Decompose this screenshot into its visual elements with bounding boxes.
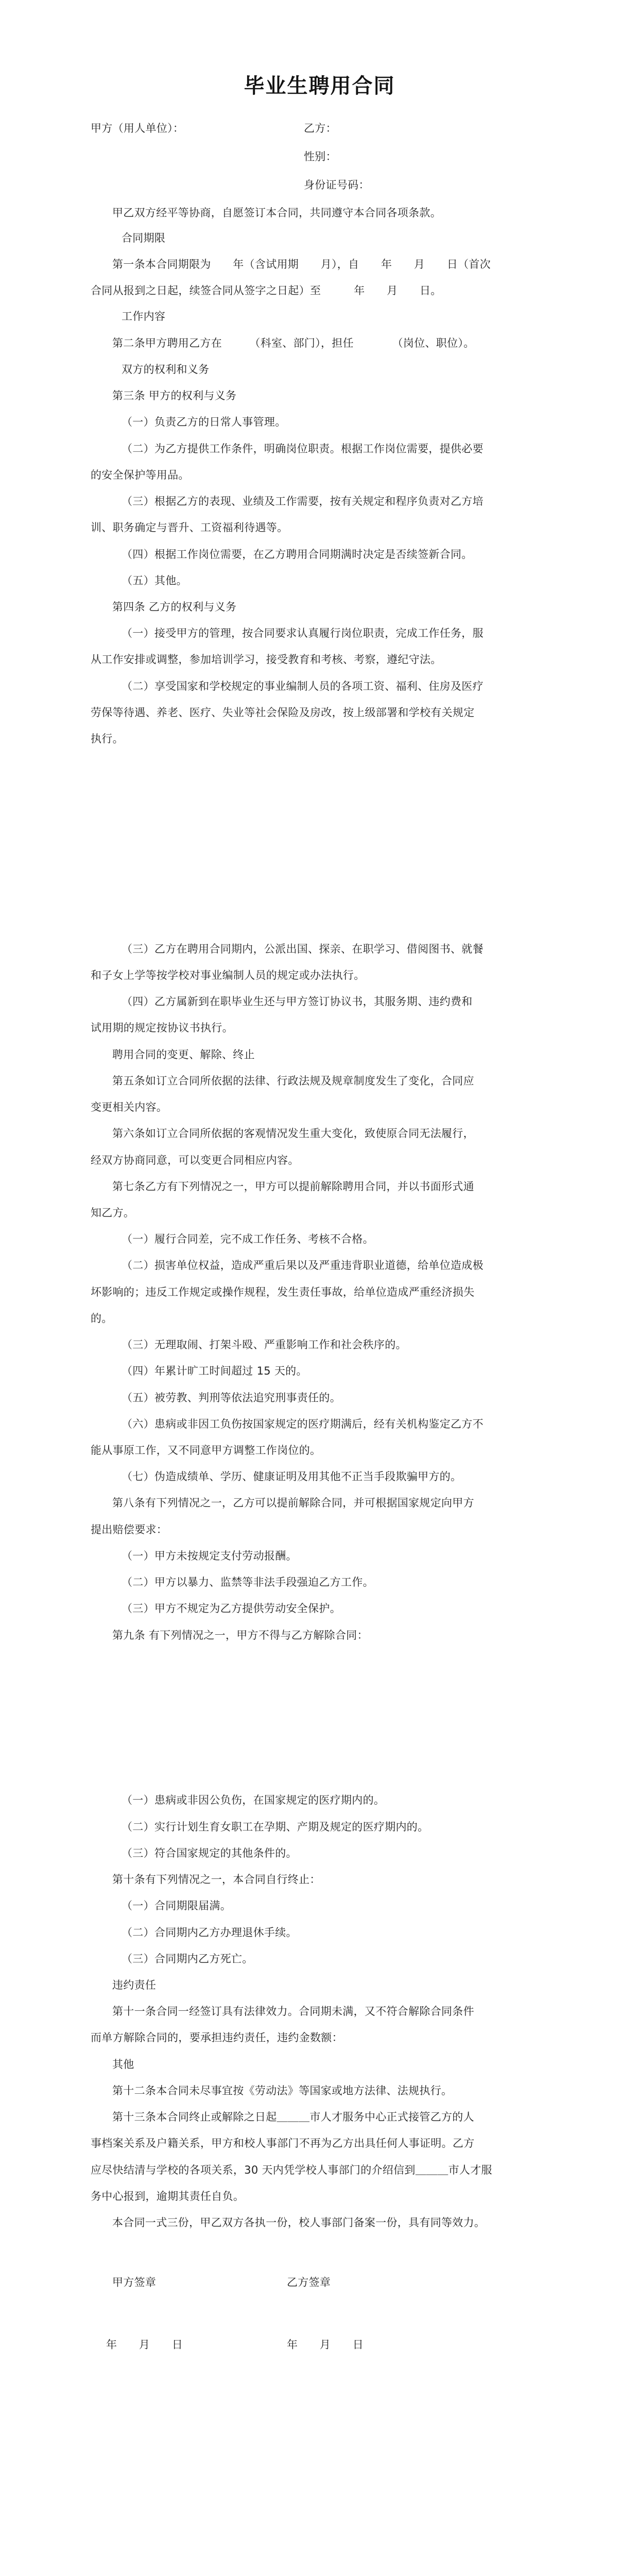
clause-7-line-1: 第七条乙方有下列情况之一，甲方可以提前解除聘用合同，并以书面形式通: [112, 1180, 474, 1193]
clause-7-line-2: 知乙方。: [91, 1207, 135, 1219]
clause-6-line-1: 第六条如订立合同所依据的客观情况发生重大变化，致使原合同无法履行，: [112, 1127, 474, 1140]
clause-4-heading: 第四条 乙方的权利与义务: [112, 601, 237, 613]
clause-3-item-5: （五）其他。: [122, 574, 187, 587]
clause-8-item-3: （三）甲方不规定为乙方提供劳动安全保护。: [122, 1602, 341, 1615]
clause-10-item-2: （二）合同期内乙方办理退休手续。: [122, 1926, 297, 1939]
section-heading-other: 其他: [112, 2058, 134, 2071]
clause-3-item-4: （四）根据工作岗位需要，在乙方聘用合同期满时决定是否续签新合同。: [122, 548, 473, 561]
clause-7-item-3: （三）无理取闹、打架斗殴、严重影响工作和社会秩序的。: [122, 1338, 407, 1351]
clause-7-item-1: （一）履行合同差，完不成工作任务、考核不合格。: [122, 1233, 374, 1245]
clause-5-line-2: 变更相关内容。: [91, 1101, 168, 1113]
section-heading-rights: 双方的权利和义务: [122, 363, 210, 376]
id-number-label: 身份证号码：: [304, 179, 370, 191]
party-a-signature-label: 甲方签章: [112, 2276, 157, 2289]
clause-3-heading: 第三条 甲方的权利与义务: [112, 389, 237, 402]
clause-7-item-5: （五）被劳教、判刑等依法追究刑事责任的。: [122, 1392, 341, 1404]
clause-10-item-1: （一）合同期限届满。: [122, 1900, 231, 1912]
party-b-label: 乙方：: [304, 122, 337, 134]
clause-11-line-2: 而单方解除合同的，要承担违约责任，违约金数额：: [91, 2031, 343, 2044]
clause-7-item-6-line-1: （六）患病或非因工负伤按国家规定的医疗期满后，经有关机构鉴定乙方不: [122, 1418, 483, 1430]
clause-13-line-2: 事档案关系及户籍关系，甲方和校人事部门不再为乙方出具任何人事证明。乙方: [91, 2137, 475, 2149]
clause-7-item-2-line-1: （二）损害单位权益，造成严重后果以及严重违背职业道德，给单位造成极: [122, 1259, 483, 1272]
clause-13-line-4: 务中心报到，逾期其责任自负。: [91, 2190, 245, 2202]
clause-8-line-1: 第八条有下列情况之一，乙方可以提前解除合同，并可根据国家规定向甲方: [112, 1497, 474, 1509]
clause-8-item-1: （一）甲方未按规定支付劳动报酬。: [122, 1550, 297, 1562]
party-a-label: 甲方（用人单位）：: [91, 122, 184, 134]
clause-10-item-3: （三）合同期内乙方死亡。: [122, 1953, 253, 1965]
section-heading-breach: 违约责任: [112, 1979, 157, 1991]
clause-11-line-1: 第十一条合同一经签订具有法律效力。合同期未满，又不符合解除合同条件: [112, 2005, 474, 2018]
clause-4-item-2-line-2: 劳保等待遇、养老、医疗、失业等社会保险及房改，按上级部署和学校有关规定: [91, 706, 475, 719]
clause-3-item-3-line-2: 训、职务确定与晋升、工资福利待遇等。: [91, 521, 288, 534]
section-heading-change: 聘用合同的变更、解除、终止: [112, 1048, 255, 1061]
clause-1-line-1: 第一条本合同期限为 年（含试用期 月），自 年 月 日（首次: [112, 258, 491, 270]
clause-3-item-3-line-1: （三）根据乙方的表现、业绩及工作需要，按有关规定和程序负责对乙方培: [122, 495, 483, 507]
clause-4-item-1-line-1: （一）接受甲方的管理，按合同要求认真履行岗位职责，完成工作任务，服: [122, 627, 483, 639]
party-b-date: 年 月 日: [287, 2338, 364, 2351]
clause-3-item-2-line-1: （二）为乙方提供工作条件，明确岗位职责。根据工作岗位需要，提供必要: [122, 443, 483, 455]
clause-2: 第二条甲方聘用乙方在 （科室、部门），担任 （岗位、职位）。: [112, 337, 475, 349]
section-heading-term: 合同期限: [122, 232, 166, 244]
document-title: 毕业生聘用合同: [244, 74, 395, 98]
clause-3-item-1: （一）负责乙方的日常人事管理。: [122, 416, 286, 428]
clause-4-item-4-line-1: （四）乙方属新到在职毕业生还与甲方签订协议书，其服务期、违约费和: [122, 995, 473, 1008]
party-b-signature-label: 乙方签章: [287, 2276, 331, 2289]
clause-4-item-4-line-2: 试用期的规定按协议书执行。: [91, 1022, 233, 1034]
clause-13-line-1: 第十三条本合同终止或解除之日起＿＿＿市人才服务中心正式接管乙方的人: [112, 2111, 474, 2123]
clause-8-line-2: 提出赔偿要求：: [91, 1523, 168, 1536]
clause-9-heading: 第九条 有下列情况之一，甲方不得与乙方解除合同：: [112, 1629, 368, 1641]
clause-4-item-2-line-1: （二）享受国家和学校规定的事业编制人员的各项工资、福利、住房及医疗: [122, 680, 483, 692]
clause-7-item-4: （四）年累计旷工时间超过 15 天的。: [122, 1365, 307, 1377]
clause-4-item-1-line-2: 从工作安排或调整，参加培训学习，接受教育和考核、考察，遵纪守法。: [91, 653, 442, 666]
clause-8-item-2: （二）甲方以暴力、监禁等非法手段强迫乙方工作。: [122, 1576, 374, 1588]
clause-7-item-7: （七）伪造成绩单、学历、健康证明及用其他不正当手段欺骗甲方的。: [122, 1470, 462, 1483]
clause-1-line-2: 合同从报到之日起，续签合同从签字之日起）至 年 月 日。: [91, 284, 442, 297]
party-a-date: 年 月 日: [106, 2338, 183, 2351]
clause-5-line-1: 第五条如订立合同所依据的法律、行政法规及规章制度发生了变化，合同应: [112, 1075, 474, 1087]
clause-6-line-2: 经双方协商同意，可以变更合同相应内容。: [91, 1154, 299, 1166]
clause-4-item-2-line-3: 执行。: [91, 733, 124, 745]
clause-3-item-2-line-2: 的安全保护等用品。: [91, 469, 189, 481]
clause-7-item-2-line-2: 坏影响的；违反工作规定或操作规程，发生责任事故，给单位造成严重经济损失: [91, 1286, 475, 1298]
clause-13-line-3: 应尽快结清与学校的各项关系，30 天内凭学校人事部门的介绍信到＿＿＿市人才服: [91, 2164, 492, 2176]
clause-12: 第十二条本合同未尽事宜按《劳动法》等国家或地方法律、法规执行。: [112, 2084, 453, 2097]
clause-10-heading: 第十条有下列情况之一，本合同自行终止：: [112, 1873, 321, 1886]
closing-statement: 本合同一式三份，甲乙双方各执一份，校人事部门备案一份，具有同等效力。: [112, 2216, 486, 2229]
section-heading-work: 工作内容: [122, 310, 166, 323]
clause-7-item-6-line-2: 能从事原工作，又不同意甲方调整工作岗位的。: [91, 1444, 321, 1456]
clause-9-item-3: （三）符合国家规定的其他条件的。: [122, 1847, 297, 1859]
clause-9-item-2: （二）实行计划生育女职工在孕期、产期及规定的医疗期内的。: [122, 1821, 429, 1833]
gender-label: 性别：: [304, 150, 337, 163]
clause-4-item-3-line-1: （三）乙方在聘用合同期内，公派出国、探亲、在职学习、借阅图书、就餐: [122, 943, 483, 955]
clause-4-item-3-line-2: 和子女上学等按学校对事业编制人员的规定或办法执行。: [91, 969, 365, 981]
preamble: 甲乙双方经平等协商，自愿签订本合同，共同遵守本合同各项条款。: [112, 207, 441, 219]
clause-7-item-2-line-3: 的。: [91, 1312, 113, 1325]
clause-9-item-1: （一）患病或非因公负伤，在国家规定的医疗期内的。: [122, 1794, 385, 1806]
